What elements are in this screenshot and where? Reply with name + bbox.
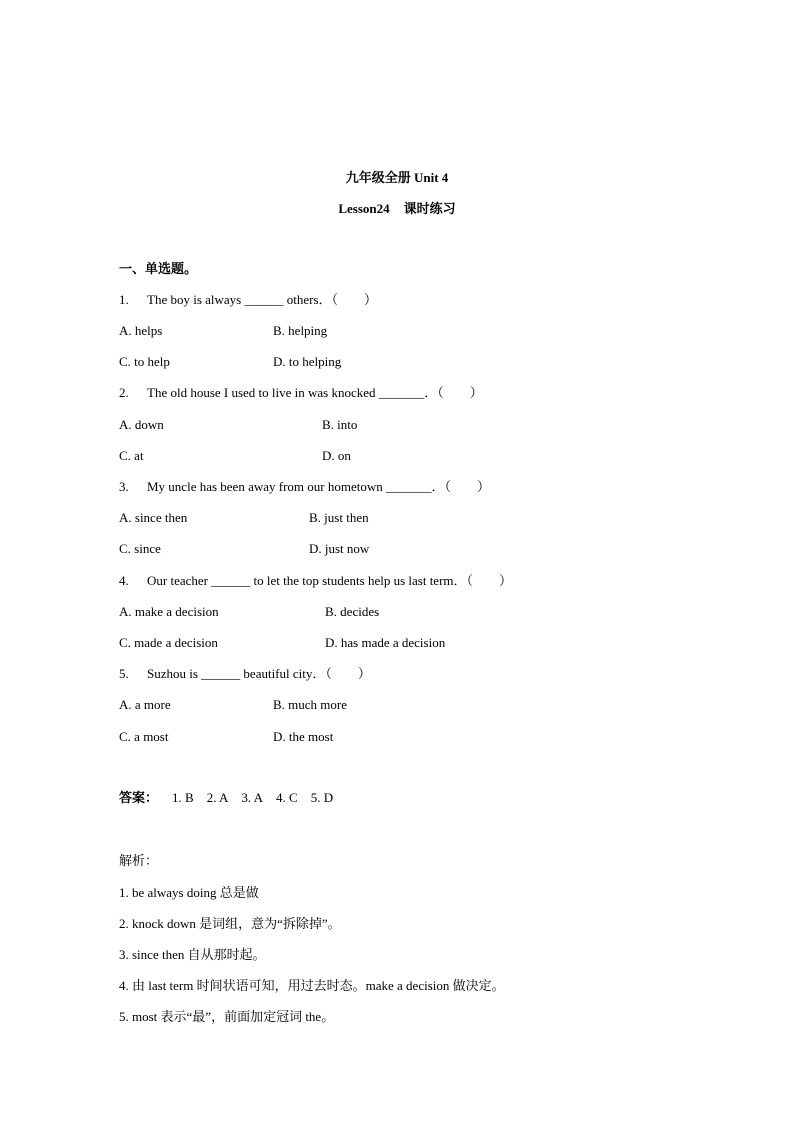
option-d: D. the most bbox=[273, 729, 334, 744]
question-number: 2. bbox=[119, 385, 129, 400]
analysis-label: 解析： bbox=[119, 853, 159, 868]
question-text: The boy is always ______ others．（ ） bbox=[147, 292, 378, 307]
option-c: C. since bbox=[119, 541, 161, 556]
option-a: A. down bbox=[119, 417, 164, 432]
answer-item: 5. D bbox=[310, 790, 334, 805]
option-c: C. to help bbox=[119, 354, 170, 369]
option-b: B. much more bbox=[273, 697, 348, 712]
analysis-item-5: 5. most 表示“最”，前面加定冠词 the。 bbox=[119, 1009, 335, 1024]
lesson-number: Lesson24 bbox=[338, 201, 390, 216]
question-text: My uncle has been away from our hometown _______．（ ） bbox=[147, 479, 490, 494]
analysis-item-4: 4. 由 last term 时间状语可知，用过去时态。make a decision 做决定。 bbox=[119, 978, 505, 993]
option-b: B. helping bbox=[273, 323, 328, 338]
question-2 bbox=[119, 385, 483, 401]
analysis-item-1: 1. be always doing 总是做 bbox=[119, 885, 259, 900]
lesson-heading bbox=[0, 198, 794, 217]
question-number: 5. bbox=[119, 666, 129, 681]
option-c: C. made a decision bbox=[119, 635, 218, 650]
option-d: D. to helping bbox=[273, 354, 342, 369]
section-title: 一、单选题。 bbox=[119, 261, 198, 276]
question-text: Suzhou is ______ beautiful city．（ ） bbox=[147, 666, 371, 681]
option-d: D. on bbox=[322, 448, 351, 463]
question-number: 4. bbox=[119, 573, 129, 588]
option-a: A. make a decision bbox=[119, 604, 219, 619]
option-a: A. a more bbox=[119, 697, 171, 712]
option-c: C. a most bbox=[119, 729, 169, 744]
question-number: 1. bbox=[119, 292, 129, 307]
option-b: B. decides bbox=[325, 604, 380, 619]
option-b: B. into bbox=[322, 417, 358, 432]
lesson-subtitle: 课时练习 bbox=[403, 201, 456, 216]
question-3 bbox=[119, 479, 490, 495]
answer-key bbox=[119, 790, 346, 806]
option-d: D. has made a decision bbox=[325, 635, 446, 650]
analysis-item-3: 3. since then 自从那时起。 bbox=[119, 947, 266, 962]
document-title: 九年级全册 Unit 4 bbox=[345, 170, 449, 185]
question-1 bbox=[119, 292, 377, 308]
option-d: D. just now bbox=[309, 541, 370, 556]
question-5 bbox=[119, 666, 371, 682]
answer-item: 1. B bbox=[172, 790, 194, 805]
question-number: 3. bbox=[119, 479, 129, 494]
analysis-item-2: 2. knock down 是词组，意为“拆除掉”。 bbox=[119, 916, 341, 931]
answer-item: 4. C bbox=[276, 790, 298, 805]
question-text: The old house I used to live in was knocked _______．（ ） bbox=[147, 385, 483, 400]
option-a: A. since then bbox=[119, 510, 188, 525]
question-text: Our teacher ______ to let the top students help us last term．（ ） bbox=[147, 573, 513, 588]
answer-label: 答案： bbox=[119, 790, 159, 805]
answer-item: 3. A bbox=[241, 790, 264, 805]
option-c: C. at bbox=[119, 448, 144, 463]
option-b: B. just then bbox=[309, 510, 369, 525]
answer-item: 2. A bbox=[206, 790, 229, 805]
option-a: A. helps bbox=[119, 323, 163, 338]
question-4 bbox=[119, 573, 512, 589]
